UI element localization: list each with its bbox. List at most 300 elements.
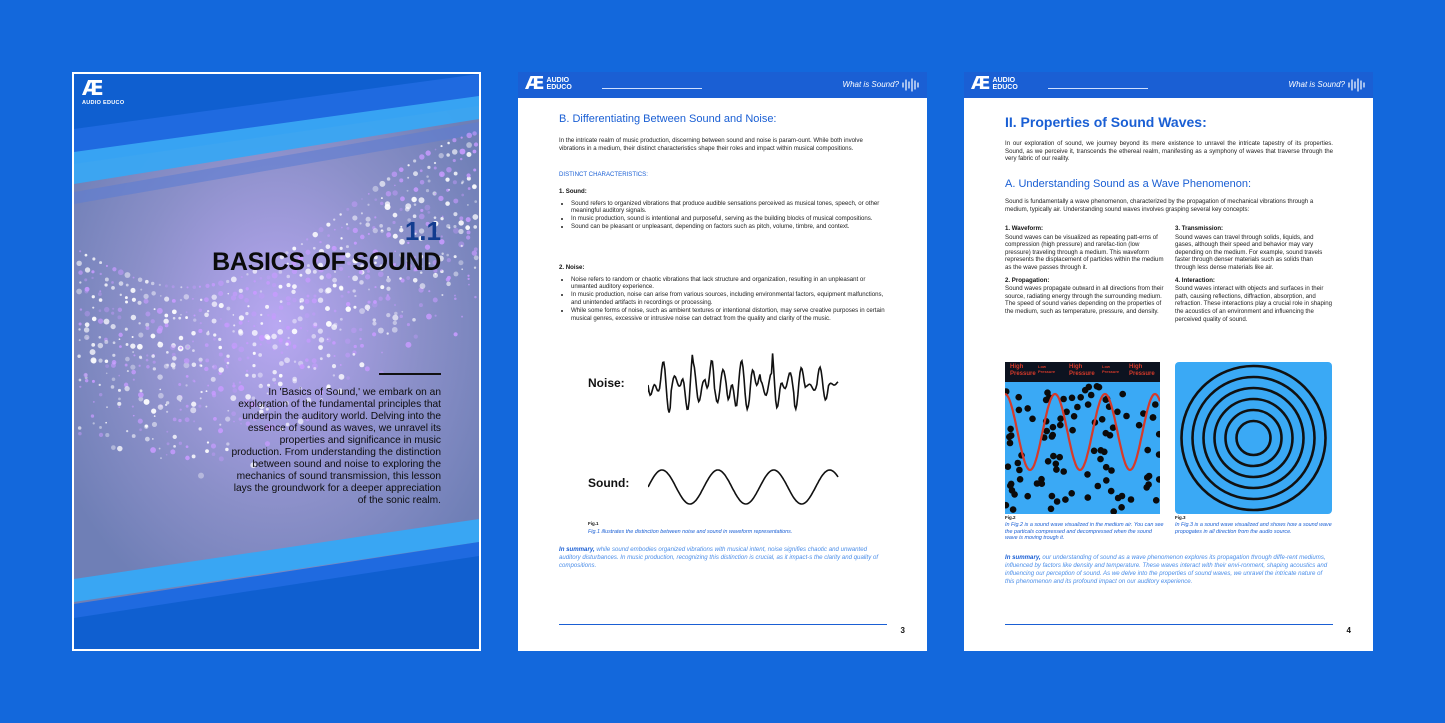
particle-dot	[170, 345, 175, 350]
particle-dot	[151, 282, 154, 285]
particle-dot	[173, 317, 176, 320]
particle-dot	[192, 349, 195, 352]
particle-dot	[125, 272, 131, 278]
particle-dot	[368, 193, 370, 195]
particle-dot	[143, 294, 148, 299]
particle-dot	[278, 382, 283, 387]
particle-dot	[312, 358, 317, 363]
particle-dot	[91, 414, 94, 417]
section-title: What is Sound?	[842, 80, 899, 89]
particle-dot	[79, 281, 81, 283]
particle-dot	[172, 285, 175, 288]
particle-dot	[146, 354, 148, 356]
particle-dot	[138, 332, 143, 337]
particle-dot	[294, 361, 296, 363]
particle-dot	[287, 302, 291, 306]
particle-dot	[150, 447, 156, 453]
particle-dot	[386, 287, 390, 291]
page-3	[518, 72, 927, 651]
particle-dot	[1103, 464, 1110, 471]
particle-dot	[112, 378, 116, 382]
particle-dot	[435, 315, 437, 317]
particle-dot	[138, 278, 142, 282]
particle-dot	[446, 282, 451, 287]
particle-dot	[130, 288, 135, 293]
particle-dot	[99, 433, 103, 437]
particle-dot	[346, 306, 351, 311]
particle-dot	[1043, 397, 1050, 404]
particle-dot	[219, 424, 221, 426]
particle-dot	[212, 452, 216, 456]
particle-dot	[131, 315, 136, 320]
particle-dot	[360, 344, 364, 348]
concept-text: Sound waves can travel through solids, liquids, and gases, although their speed and behavior may vary depending on the medium. For example, sound travels faster through denser materials such as solids than through less dense materials like air.	[1175, 233, 1323, 271]
particle-dot	[474, 267, 476, 269]
particle-dot	[113, 341, 116, 344]
particle-dot	[1144, 474, 1151, 481]
particle-dot	[1071, 413, 1078, 420]
particle-dot	[453, 228, 459, 234]
particle-dot	[334, 229, 336, 231]
particle-dot	[157, 328, 163, 334]
particle-dot	[1085, 494, 1092, 501]
particle-dot	[99, 309, 102, 312]
particle-dot	[138, 322, 140, 324]
particle-dot	[117, 315, 121, 319]
particle-dot	[392, 190, 397, 195]
particle-dot	[1068, 490, 1075, 497]
waveform-icon	[1348, 78, 1366, 92]
particle-dot	[233, 324, 235, 326]
particle-dot	[200, 391, 202, 393]
particle-dot	[213, 417, 217, 421]
particle-dot	[339, 213, 341, 215]
particle-dot	[226, 280, 229, 283]
particle-dot	[146, 365, 150, 369]
particle-dot	[186, 286, 188, 288]
particle-dot	[327, 234, 330, 237]
particle-dot	[267, 314, 270, 317]
particle-dot	[407, 177, 409, 179]
particle-dot	[85, 379, 88, 382]
particle-dot	[446, 224, 450, 228]
particle-dot	[1050, 453, 1057, 460]
particle-dot	[365, 305, 371, 311]
cover-intro: In 'Basics of Sound,' we embark on an exploration of the fundamental principles that underpin the auditory world. Delving into the essence of sound as waves, we unravel its properties and significance in music production. From understanding the distinction between sound and noise to exploring the mechanics of sound transmission, this lesson lays the groundwork for a deeper appreciation of the sonic realm.	[231, 387, 441, 506]
particle-dot	[419, 154, 424, 159]
particle-dot	[77, 355, 80, 358]
particle-dot	[446, 277, 450, 281]
particle-dot	[305, 313, 310, 318]
particle-dot	[233, 314, 235, 316]
particle-dot	[386, 232, 391, 237]
particle-dot	[92, 257, 95, 260]
particle-dot	[159, 284, 161, 286]
particle-dot	[173, 417, 177, 421]
particle-dot	[154, 308, 156, 310]
particle-dot	[239, 381, 241, 383]
particle-dot	[126, 343, 129, 346]
particle-dot	[365, 222, 370, 227]
particle-dot	[345, 338, 350, 343]
particle-dot	[105, 433, 109, 437]
fig-label: Fig.1	[588, 521, 599, 526]
particle-dot	[340, 237, 342, 239]
particle-dot	[118, 308, 122, 312]
particle-dot	[193, 319, 196, 322]
particle-dot	[105, 422, 107, 424]
particle-dot	[467, 204, 469, 206]
particle-dot	[138, 392, 144, 398]
footer-rule	[559, 624, 887, 625]
particle-dot	[1048, 506, 1055, 513]
particle-dot	[1043, 428, 1050, 435]
particle-dot	[245, 312, 248, 315]
particle-dot	[180, 314, 182, 316]
particle-dot	[327, 338, 329, 340]
particle-dot	[273, 292, 278, 297]
particle-dot	[413, 278, 418, 283]
particle-dot	[1056, 454, 1063, 461]
particle-dot	[414, 203, 417, 206]
particle-dot	[193, 420, 195, 422]
fig-caption: Fig.1 illustrates the distinction between noise and sound in waveform representations.	[588, 529, 793, 535]
particle-dot	[454, 332, 458, 336]
particle-dot	[326, 337, 331, 342]
particle-dot	[352, 353, 355, 356]
list-item: • Sound can be pleasant or unpleasant, depending on factors such as pitch, volume, timbre, and context.	[571, 223, 887, 231]
particle-dot	[200, 397, 202, 399]
concept-title: 4. Interaction:	[1175, 276, 1215, 284]
section-heading: B. Differentiating Between Sound and Noise:	[559, 113, 777, 125]
particle-dot	[219, 367, 224, 372]
particle-dot	[387, 177, 391, 181]
particle-dot	[185, 456, 190, 461]
particle-dot	[105, 364, 109, 368]
particle-dot	[93, 422, 95, 424]
particle-dot	[1006, 434, 1013, 441]
particle-dot	[441, 174, 443, 176]
particle-dot	[226, 366, 228, 368]
logo-line2: EDUCO	[992, 84, 1018, 91]
particle-dot	[1010, 506, 1017, 513]
particle-dot	[151, 334, 156, 339]
particle-dot	[158, 393, 164, 399]
particle-dot	[367, 309, 369, 311]
particle-dot	[305, 358, 309, 362]
concept-title: 1. Waveform:	[1005, 225, 1044, 232]
particle-dot	[454, 298, 457, 301]
particle-dot	[461, 316, 463, 318]
particle-dot	[118, 269, 124, 275]
particle-dot	[84, 335, 89, 340]
particle-dot	[285, 342, 288, 345]
particle-dot	[99, 426, 102, 429]
page-number: 4	[1346, 626, 1351, 635]
particle-dot	[206, 390, 208, 392]
logo-mark: Æ	[525, 73, 545, 94]
particle-dot	[266, 339, 271, 344]
particle-dot	[453, 199, 458, 204]
particle-dot	[412, 318, 416, 322]
particle-dot	[333, 323, 337, 327]
particle-dot	[78, 328, 80, 330]
particle-dot	[454, 172, 458, 176]
particle-dot	[1016, 407, 1023, 414]
particle-dot	[79, 250, 81, 252]
particle-dot	[151, 291, 155, 295]
particle-dot	[200, 299, 202, 301]
particle-dot	[117, 402, 121, 406]
particle-dot	[143, 299, 148, 304]
section-heading: II. Properties of Sound Waves:	[1005, 114, 1207, 130]
particle-dot	[325, 306, 330, 311]
particle-dot	[420, 180, 425, 185]
particle-dot	[91, 343, 95, 347]
particle-dot	[367, 301, 370, 304]
particle-dot	[334, 310, 337, 313]
particle-dot	[1095, 483, 1102, 490]
particle-dot	[247, 356, 250, 359]
particle-dot	[420, 283, 426, 289]
particle-dot	[346, 376, 350, 380]
particle-dot	[326, 287, 332, 293]
particle-dot	[272, 378, 276, 382]
particle-dot	[133, 354, 135, 356]
particle-dot	[125, 357, 130, 362]
particle-dot	[165, 323, 169, 327]
particle-dot	[184, 294, 189, 299]
particle-dot	[166, 431, 168, 433]
particle-dot	[414, 187, 419, 192]
particle-dot	[447, 258, 451, 262]
particle-dot	[353, 228, 358, 233]
particle-dot	[192, 341, 194, 343]
particle-dot	[180, 286, 182, 288]
particle-dot	[446, 167, 451, 172]
particle-dot	[117, 446, 122, 451]
particle-dot	[393, 234, 398, 239]
particle-dot	[191, 402, 196, 407]
particle-dot	[434, 167, 437, 170]
particle-dot	[312, 232, 318, 238]
particle-dot	[353, 306, 356, 309]
particle-dot	[459, 149, 465, 155]
particle-dot	[260, 322, 263, 325]
particle-dot	[473, 168, 476, 171]
particle-dot	[130, 365, 135, 370]
particle-dot	[1016, 467, 1023, 474]
particle-dot	[151, 409, 156, 414]
particle-dot	[118, 375, 120, 377]
particle-dot	[461, 268, 463, 270]
particle-dot	[92, 317, 97, 322]
particle-dot	[425, 205, 431, 211]
particle-dot	[292, 319, 297, 324]
particle-dot	[286, 283, 290, 287]
particle-dot	[400, 196, 405, 201]
particle-dot	[1011, 491, 1018, 498]
particle-dot	[1084, 471, 1091, 478]
particle-dot	[218, 346, 222, 350]
particle-dot	[131, 370, 136, 375]
particle-dot	[380, 202, 384, 206]
particle-dot	[238, 346, 244, 352]
particle-dot	[374, 216, 376, 218]
particle-dot	[125, 296, 128, 299]
particle-dot	[218, 386, 224, 392]
particle-dot	[111, 324, 116, 329]
particle-dot	[179, 347, 182, 350]
particle-dot	[1103, 477, 1110, 484]
waveform-icon	[902, 78, 920, 92]
particle-dot	[440, 145, 442, 147]
particle-dot	[137, 301, 141, 305]
particle-dot	[152, 438, 154, 440]
particle-dot	[76, 261, 81, 266]
particle-dot	[232, 330, 235, 333]
particle-dot	[166, 351, 169, 354]
particle-dot	[260, 277, 263, 280]
particle-dot	[453, 271, 458, 276]
particle-dot	[1118, 504, 1125, 511]
particle-dot	[291, 290, 295, 294]
particle-dot	[165, 404, 167, 406]
particle-dot	[461, 137, 463, 139]
particle-dot	[84, 278, 87, 281]
noise-waveform	[648, 353, 838, 412]
particle-dot	[172, 299, 176, 303]
particle-dot	[212, 301, 218, 307]
particle-dot	[231, 343, 237, 349]
fig3-caption: In Fig.3 is a sound wave visualized and shows how a sound wave propogates in all direction from the audio source.	[1175, 522, 1332, 535]
concept-title: 3. Transmission:	[1175, 225, 1224, 232]
sound-section	[559, 188, 887, 231]
fig2-pressure-diagram	[1005, 362, 1160, 514]
particle-dot	[132, 434, 136, 438]
particle-dot	[333, 374, 335, 376]
particle-dot	[231, 277, 237, 283]
particle-dot	[172, 353, 176, 357]
particle-dot	[407, 164, 409, 166]
particle-dot	[413, 159, 416, 162]
particle-dot	[159, 389, 161, 391]
particle-dot	[90, 349, 96, 355]
particle-dot	[281, 351, 284, 354]
particle-dot	[207, 331, 209, 333]
particle-dot	[166, 364, 169, 367]
particle-dot	[352, 215, 357, 220]
particle-dot	[164, 296, 169, 301]
particle-dot	[139, 365, 141, 367]
concept-transmission	[1175, 225, 1333, 272]
particle-dot	[105, 277, 109, 281]
particle-dot	[92, 380, 95, 383]
particle-dot	[163, 319, 168, 324]
concept-text: Sound waves can be visualized as repeating patt-erns of compression (high pressure) and rarefac-tion (low pressure) traveling through a medium. This waveform represents the displacement of particles within the medium as the wave passes through it.	[1005, 233, 1164, 271]
particle-dot	[205, 343, 209, 347]
particle-dot	[205, 359, 209, 363]
particle-dot	[1007, 440, 1014, 447]
particle-dot	[106, 265, 108, 267]
particle-dot	[152, 422, 157, 427]
fig2-label: Fig.2	[1005, 515, 1016, 520]
particle-dot	[453, 225, 456, 228]
particle-dot	[1049, 493, 1056, 500]
particle-dot	[132, 406, 134, 408]
particle-dot	[1153, 497, 1160, 504]
particle-dot	[160, 295, 162, 297]
particle-dot	[394, 304, 396, 306]
particle-dot	[251, 311, 256, 316]
particle-dot	[198, 329, 202, 333]
particle-dot	[160, 457, 162, 459]
particle-dot	[1024, 493, 1031, 500]
particle-dot	[185, 417, 190, 422]
particle-dot	[446, 254, 449, 257]
particle-dot	[271, 334, 277, 340]
particle-dot	[400, 278, 404, 282]
particle-dot	[204, 312, 209, 317]
particle-dot	[258, 353, 262, 357]
particle-dot	[428, 180, 431, 183]
particle-dot	[191, 331, 195, 335]
particle-dot	[272, 316, 276, 320]
particle-dot	[474, 200, 477, 203]
particle-dot	[414, 334, 418, 338]
particle-dot	[186, 405, 189, 408]
particle-dot	[118, 333, 122, 337]
particle-dot	[327, 354, 331, 358]
particle-dot	[1029, 416, 1036, 423]
particle-dot	[472, 214, 478, 220]
list-item: • While some forms of noise, such as ambient textures or intentional distortion, may serve creative purposes in certain musical genres, excessive or intrusive noise can detract from the quality and clarity of the music.	[571, 307, 887, 322]
sound-title: 1. Sound:	[559, 188, 587, 195]
particle-dot	[319, 288, 324, 293]
particle-dot	[307, 366, 310, 369]
particle-dot	[361, 212, 363, 214]
particle-dot	[400, 226, 402, 228]
particle-dot	[326, 321, 332, 327]
particle-dot	[472, 250, 477, 255]
particle-dot	[392, 171, 398, 177]
particle-dot	[252, 374, 256, 378]
particle-dot	[313, 322, 317, 326]
particle-dot	[427, 211, 430, 214]
cover-title: BASICS OF SOUND	[212, 248, 441, 276]
particle-dot	[211, 444, 216, 449]
particle-dot	[1015, 394, 1022, 401]
particle-dot	[199, 427, 202, 430]
particle-dot	[1069, 427, 1076, 434]
particle-dot	[1057, 415, 1064, 422]
particle-dot	[212, 319, 217, 324]
particle-dot	[118, 389, 121, 392]
particle-dot	[180, 409, 182, 411]
particle-dot	[392, 221, 395, 224]
particle-dot	[468, 187, 471, 190]
particle-dot	[157, 308, 163, 314]
particle-dot	[300, 305, 304, 309]
particle-dot	[288, 337, 290, 339]
particle-dot	[111, 286, 115, 290]
particle-dot	[179, 336, 183, 340]
particle-dot	[379, 224, 383, 228]
particle-dot	[387, 294, 389, 296]
particle-dot	[347, 291, 350, 294]
particle-dot	[473, 150, 477, 154]
particle-dot	[434, 162, 436, 164]
